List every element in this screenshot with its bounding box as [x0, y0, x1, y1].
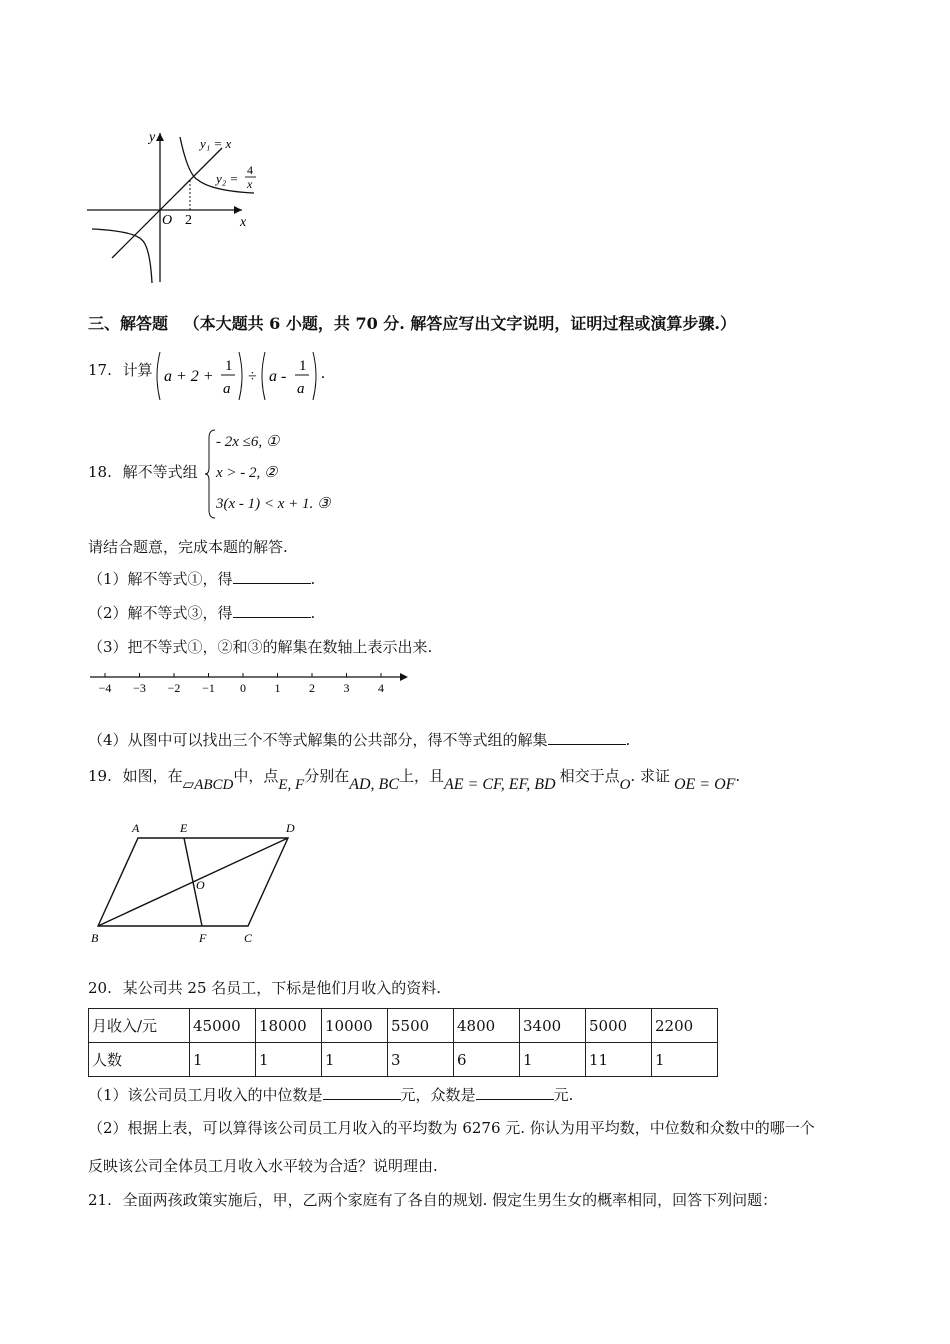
q18-step4 — [88, 730, 630, 750]
q19-p2: 中，点 — [233, 767, 279, 785]
tick-2-label: 2 — [185, 213, 192, 228]
vertex-d: D — [286, 821, 295, 835]
q21 — [88, 1190, 777, 1210]
parallelogram-figure — [88, 818, 308, 948]
table-cell: 10000 — [322, 1009, 388, 1043]
table-cell: 4800 — [454, 1009, 520, 1043]
q19-sides: AD, BC — [349, 776, 399, 793]
hyperbola-branch-2 — [92, 229, 152, 283]
table-cell: 1 — [322, 1043, 388, 1077]
section-note: （本大题共 6 小题，共 70 分. 解答应写出文字说明，证明过程或演算步骤.） — [183, 314, 736, 333]
number-line-label: 4 — [378, 681, 384, 695]
q20-number: 20. — [88, 979, 112, 997]
table-cell: 1 — [520, 1043, 586, 1077]
q17 — [88, 360, 153, 380]
q18-step4-blank[interactable] — [548, 730, 626, 745]
q18-step1 — [88, 569, 315, 589]
q19-shape: ▱ABCD — [182, 777, 234, 793]
q19 — [88, 766, 741, 793]
table-header-income: 月收入/元 — [89, 1009, 190, 1043]
q18-prompt: 请结合题意，完成本题的解答. — [88, 538, 288, 556]
q21-number: 21. — [88, 1191, 112, 1209]
q17-div: ÷ — [248, 368, 257, 385]
q20-part1 — [88, 1085, 573, 1105]
y-axis-label: y — [149, 130, 156, 145]
table-cell: 3400 — [520, 1009, 586, 1043]
q20-part1-b: 元，众数是 — [400, 1086, 476, 1104]
table-row — [89, 1009, 718, 1043]
table-cell: 3 — [388, 1043, 454, 1077]
q18 — [88, 462, 198, 482]
table-cell: 1 — [256, 1043, 322, 1077]
y2-denominator: x — [247, 177, 253, 191]
q19-cond: AE = CF, EF, BD — [444, 776, 556, 793]
x-axis-arrow — [234, 206, 242, 214]
section-heading — [88, 311, 736, 334]
q20-median-blank[interactable] — [323, 1085, 401, 1100]
q18-number: 18. — [88, 463, 112, 481]
line-y1 — [112, 148, 222, 258]
vertex-c: C — [244, 931, 253, 945]
q20-part1-a: （1）该公司员工月收入的中位数是 — [88, 1086, 323, 1104]
q18-ineq1: - 2x ≤6, ① — [216, 434, 280, 450]
q19-p1: 如图，在 — [122, 767, 183, 785]
table-cell: 2200 — [652, 1009, 718, 1043]
q18-step4-text: （4）从图中可以找出三个不等式解集的公共部分，得不等式组的解集 — [88, 731, 548, 749]
table-row — [89, 1043, 718, 1077]
q19-p4: 上，且 — [399, 767, 445, 785]
q20-text: 某公司共 25 名员工，下标是他们月收入的资料. — [122, 979, 442, 997]
y1-label: y₁ = x — [200, 136, 232, 151]
q17-frac1-den: a — [223, 381, 231, 397]
q18-step3: （3）把不等式①，②和③的解集在数轴上表示出来. — [88, 638, 433, 656]
table-cell: 5500 — [388, 1009, 454, 1043]
number-line-label: 0 — [240, 681, 246, 695]
q18-step4-period: . — [625, 731, 631, 749]
vertex-f: F — [199, 931, 207, 945]
number-line — [88, 668, 418, 696]
q18-ineq3: 3(x - 1) < x + 1. ③ — [216, 496, 331, 512]
q18-step2-text: （2）解不等式③，得 — [88, 604, 233, 622]
number-line-label: 1 — [274, 681, 281, 695]
q19-o: O — [619, 777, 631, 793]
q19-pts: E, F — [278, 777, 305, 793]
income-table — [88, 1008, 718, 1077]
table-header-count: 人数 — [89, 1043, 190, 1077]
x-axis-label: x — [240, 215, 247, 230]
q20 — [88, 978, 441, 998]
q18-step2 — [88, 603, 315, 623]
table-cell: 18000 — [256, 1009, 322, 1043]
q18-step2-period: . — [310, 604, 316, 622]
q20-mode-blank[interactable] — [476, 1085, 554, 1100]
q18-step1-blank[interactable] — [233, 569, 311, 584]
q18-step1-period: . — [310, 570, 316, 588]
q18-step2-blank[interactable] — [233, 603, 311, 618]
q19-p7: . — [735, 767, 741, 785]
q20-part2-line2: 反映该公司全体员工月收入水平较为合适？说明理由. — [88, 1157, 438, 1175]
q19-goal: OE = OF — [673, 776, 736, 793]
q17-expression — [153, 348, 338, 404]
q21-text: 全面两孩政策实施后，甲，乙两个家庭有了各自的规划. 假定生男生女的概率相同，回答下列问题： — [122, 1191, 778, 1209]
q19-p5: 相交于点 — [559, 767, 620, 785]
q18-step1-text: （1）解不等式①，得 — [88, 570, 233, 588]
vertex-b: B — [91, 931, 99, 945]
vertex-o: O — [196, 878, 205, 892]
q19-number: 19. — [88, 767, 112, 785]
vertex-e: E — [180, 821, 188, 835]
function-graph — [82, 125, 262, 285]
q17-frac1-num: 1 — [225, 358, 233, 374]
table-cell: 1 — [190, 1043, 256, 1077]
q17-end: . — [321, 365, 325, 382]
q19-p3: 分别在 — [304, 767, 350, 785]
number-line-label: −2 — [167, 681, 181, 695]
segment-bd — [98, 838, 288, 926]
q20-part2-line1: （2）根据上表，可以算得该公司员工月收入的平均数为 6276 元. 你认为用平均数，中位数和众数中的哪一个 — [88, 1119, 815, 1137]
q17-number: 17. — [88, 361, 112, 379]
q18-ineq2: x > - 2, ② — [216, 465, 278, 481]
origin-label: O — [162, 213, 173, 228]
q17-expr-right: a - — [269, 368, 287, 385]
number-line-label: 2 — [309, 681, 315, 695]
q17-expr-left: a + 2 + — [164, 368, 214, 385]
q18-text: 解不等式组 — [122, 463, 198, 481]
q17-frac2-den: a — [297, 381, 305, 397]
table-cell: 6 — [454, 1043, 520, 1077]
table-cell: 45000 — [190, 1009, 256, 1043]
q17-frac2-num: 1 — [299, 358, 307, 374]
table-cell: 1 — [652, 1043, 718, 1077]
vertex-a: A — [132, 821, 140, 835]
q19-p6: . 求证 — [630, 767, 670, 785]
y2-label: y₂ = — [216, 171, 239, 186]
q20-part1-c: 元. — [553, 1086, 574, 1104]
table-cell: 5000 — [586, 1009, 652, 1043]
number-line-label: 3 — [343, 681, 350, 695]
section-title: 三、解答题 — [88, 314, 169, 333]
table-cell: 11 — [586, 1043, 652, 1077]
number-line-label: −1 — [202, 681, 215, 695]
number-line-label: −3 — [133, 681, 146, 695]
y-axis-arrow — [156, 133, 164, 141]
number-line-label: −4 — [98, 681, 112, 695]
y2-numerator: 4 — [247, 163, 253, 177]
q17-text: 计算 — [122, 361, 153, 379]
